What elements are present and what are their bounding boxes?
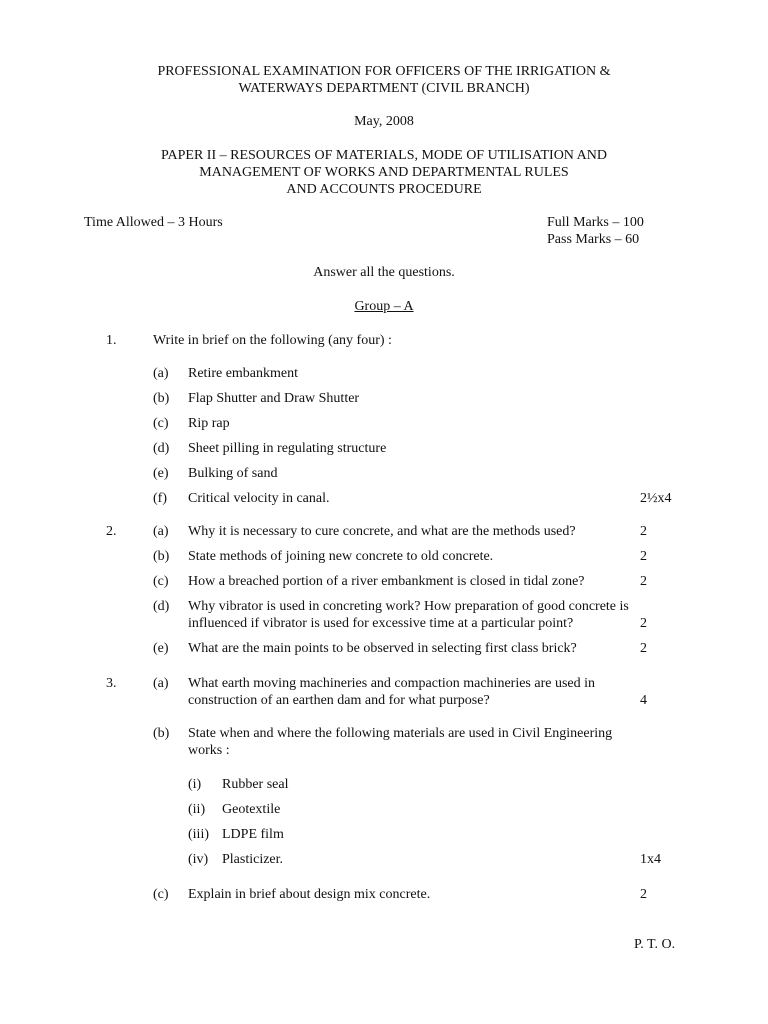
pto-note: P. T. O. [634, 937, 676, 952]
q3b-text-line2: works : [188, 743, 230, 758]
q3a-marks: 4 [640, 693, 647, 708]
q3b-sub-text: Plasticizer. [222, 852, 284, 867]
q2-item-label: (b) [153, 549, 170, 564]
q1-item-label: (d) [153, 441, 170, 456]
q2-item-marks: 2 [640, 549, 647, 564]
q2-item-text: State methods of joining new concrete to old concrete. [188, 549, 494, 564]
q1-item-text: Rip rap [188, 416, 230, 431]
q3b-sub-label: (iv) [188, 852, 209, 867]
q3b-text-line1: State when and where the following materials are used in Civil Engineering [188, 726, 613, 741]
q1-item-label: (a) [153, 366, 169, 381]
q3b-sub-label: (i) [188, 777, 202, 792]
q1-item-text: Sheet pilling in regulating structure [188, 441, 387, 456]
q3b-sub-label: (iii) [188, 827, 209, 842]
q3b-sub-text: Geotextile [222, 802, 281, 817]
q2-item-label: (d) [153, 599, 170, 614]
q2-item-label: (c) [153, 574, 169, 589]
q1-item-text: Critical velocity in canal. [188, 491, 330, 506]
q2-item-label: (e) [153, 641, 169, 656]
q2-item-label: (a) [153, 524, 169, 539]
q3b-marks: 1x4 [640, 852, 661, 867]
full-marks: Full Marks – 100 [547, 215, 644, 230]
q3b-sub-text: Rubber seal [222, 777, 289, 792]
q2-item-text: What are the main points to be observed in selecting first class brick? [188, 641, 577, 656]
q1-item-label: (f) [153, 491, 167, 506]
q2-item-marks: 2 [640, 524, 647, 539]
q3b-label: (b) [153, 726, 170, 741]
header-title-line1: PROFESSIONAL EXAMINATION FOR OFFICERS OF THE IRRIGATION & [157, 64, 611, 79]
q1-item-text: Bulking of sand [188, 466, 278, 481]
pass-marks: Pass Marks – 60 [547, 232, 640, 247]
header-title-line2: WATERWAYS DEPARTMENT (CIVIL BRANCH) [238, 81, 530, 96]
q1-marks: 2½x4 [640, 491, 672, 506]
q3a-text-line2: construction of an earthen dam and for what purpose? [188, 693, 490, 708]
q2-item-text-line2: influenced if vibrator is used for excessive time at a particular point? [188, 616, 574, 631]
q1-item-text: Flap Shutter and Draw Shutter [188, 391, 360, 406]
q1-item-label: (e) [153, 466, 169, 481]
q3b-sub-text: LDPE film [222, 827, 284, 842]
q1-text: Write in brief on the following (any four) : [153, 333, 392, 348]
paper-title-line1: PAPER II – RESOURCES OF MATERIALS, MODE OF UTILISATION AND [161, 148, 607, 163]
group-heading: Group – A [354, 299, 414, 314]
q1-item-label: (c) [153, 416, 169, 431]
q2-item-text: Why it is necessary to cure concrete, and what are the methods used? [188, 524, 576, 539]
q1-item-text: Retire embankment [188, 366, 299, 381]
q1-item-label: (b) [153, 391, 170, 406]
instruction: Answer all the questions. [313, 265, 455, 280]
q2-item-marks: 2 [640, 641, 647, 656]
q3c-text: Explain in brief about design mix concrete. [188, 887, 431, 902]
time-allowed: Time Allowed – 3 Hours [84, 215, 223, 230]
q1-number: 1. [106, 333, 117, 348]
q3-number: 3. [106, 676, 117, 691]
q2-item-text-line1: Why vibrator is used in concreting work? How preparation of good concrete is [188, 599, 629, 614]
q3a-text-line1: What earth moving machineries and compaction machineries are used in [188, 676, 596, 691]
q2-item-text: How a breached portion of a river embankment is closed in tidal zone? [188, 574, 585, 589]
q2-item-marks: 2 [640, 616, 647, 631]
exam-date: May, 2008 [354, 114, 414, 129]
paper-title-line3: AND ACCOUNTS PROCEDURE [286, 182, 482, 197]
q2-number: 2. [106, 524, 117, 539]
paper-title-line2: MANAGEMENT OF WORKS AND DEPARTMENTAL RULES [199, 165, 569, 180]
q2-item-marks: 2 [640, 574, 647, 589]
q3a-label: (a) [153, 676, 169, 691]
group-heading-wrap [0, 298, 768, 315]
q3c-label: (c) [153, 887, 169, 902]
q3b-sub-label: (ii) [188, 802, 206, 817]
q3c-marks: 2 [640, 887, 647, 902]
